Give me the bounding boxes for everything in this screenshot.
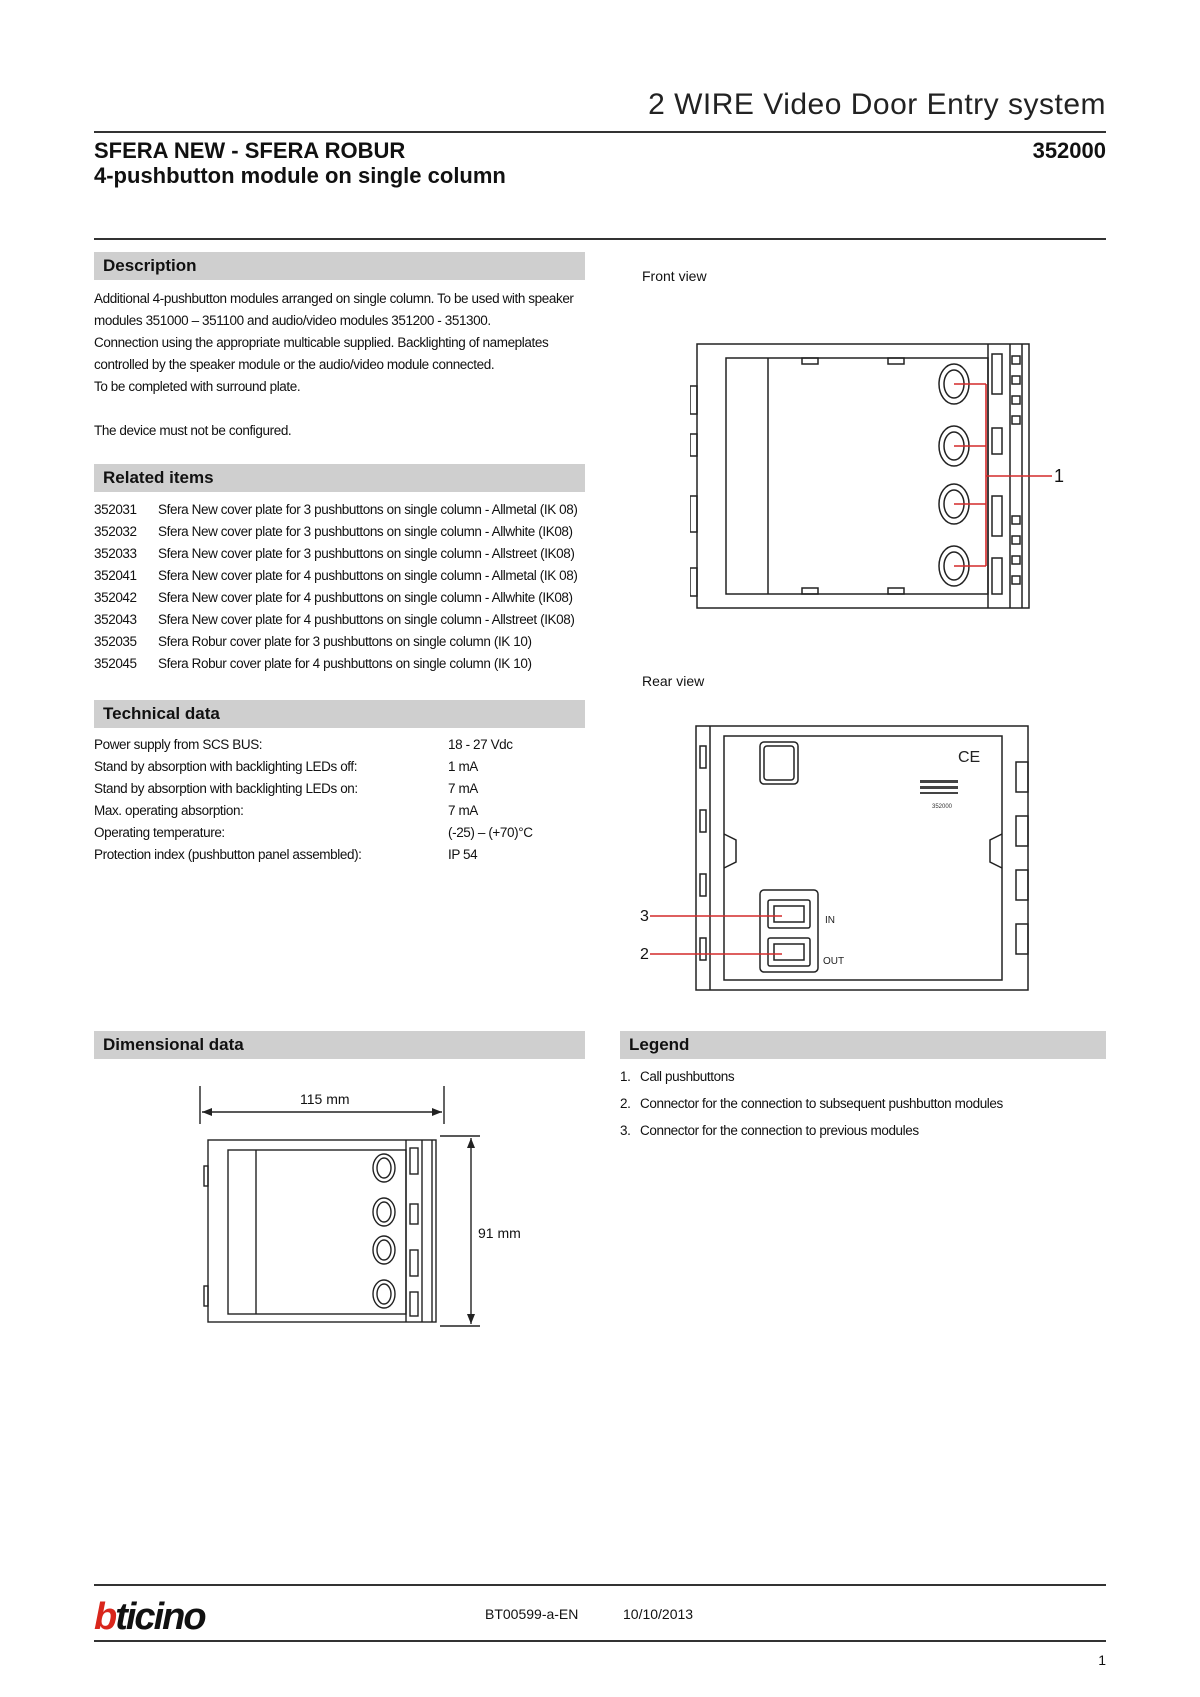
legend-heading: Legend <box>620 1031 1106 1059</box>
related-item-code: 352042 <box>94 590 137 605</box>
legend-item-text: Call pushbuttons <box>640 1069 735 1084</box>
product-code: 352000 <box>1032 138 1106 163</box>
related-item-text: Sfera New cover plate for 4 pushbuttons on single column - Allmetal (IK 08) <box>158 568 578 583</box>
description-heading: Description <box>94 252 585 280</box>
document-date: 10/10/2013 <box>623 1606 694 1622</box>
tech-row <box>94 800 478 822</box>
dimensional-data-heading: Dimensional data <box>94 1031 585 1059</box>
tech-row <box>94 822 533 844</box>
legend-item-text: Connector for the connection to previous modules <box>640 1123 919 1138</box>
related-item-text: Sfera Robur cover plate for 4 pushbuttons on single column (IK 10) <box>158 656 532 671</box>
callout-3: 3 <box>640 908 649 925</box>
related-item <box>94 499 577 521</box>
front-view-label: Front view <box>642 268 707 284</box>
related-item-text: Sfera New cover plate for 3 pushbuttons on single column - Allstreet (IK08) <box>158 546 575 561</box>
tech-row <box>94 734 513 756</box>
logo-rest: ticino <box>115 1596 205 1638</box>
tech-row <box>94 844 477 866</box>
related-item-text: Sfera New cover plate for 4 pushbuttons on single column - Allstreet (IK08) <box>158 612 575 627</box>
legend-item <box>620 1117 919 1144</box>
in-label: IN <box>825 915 835 926</box>
related-item-code: 352043 <box>94 612 137 627</box>
tech-value: (-25) – (+70)°C <box>448 825 533 840</box>
tech-label: Stand by absorption with backlighting LEDs on: <box>94 781 358 796</box>
out-label: OUT <box>823 956 845 967</box>
section-rule <box>94 238 1106 240</box>
related-item <box>94 631 532 653</box>
callout-1: 1 <box>1054 466 1065 486</box>
related-item-code: 352035 <box>94 634 137 649</box>
related-item-text: Sfera Robur cover plate for 3 pushbuttons on single column (IK 10) <box>158 634 532 649</box>
related-item <box>94 609 574 631</box>
height-dimension: 91 mm <box>478 1225 521 1241</box>
tech-label: Protection index (pushbutton panel assembled): <box>94 847 362 862</box>
footer-rule-bottom <box>94 1640 1106 1642</box>
legend-item <box>620 1063 734 1090</box>
rear-view-drawing <box>640 722 1040 996</box>
tech-label: Operating temperature: <box>94 825 225 840</box>
tech-label: Max. operating absorption: <box>94 803 244 818</box>
document-code: BT00599-a-EN <box>485 1606 579 1622</box>
related-item <box>94 565 577 587</box>
tech-value: 7 mA <box>448 781 478 796</box>
tech-label: Stand by absorption with backlighting LEDs off: <box>94 759 358 774</box>
footer-rule-top <box>94 1584 1106 1586</box>
document-title: 2 WIRE Video Door Entry system <box>648 88 1106 121</box>
related-item-text: Sfera New cover plate for 4 pushbuttons on single column - Allwhite (IK08) <box>158 590 573 605</box>
dimensional-drawing <box>196 1086 536 1336</box>
tech-value: IP 54 <box>448 847 478 862</box>
tech-value: 7 mA <box>448 803 478 818</box>
related-item-code: 352032 <box>94 524 137 539</box>
bticino-logo <box>94 1596 205 1639</box>
description-paragraph: Additional 4-pushbutton modules arranged on single column. To be used with speaker modules 351000 – 351100 and audio/video modules 351200 - 351300. <box>94 291 574 328</box>
related-item-code: 352045 <box>94 656 137 671</box>
width-dimension: 115 mm <box>300 1091 350 1107</box>
rear-product-code: 352000 <box>932 804 953 810</box>
callout-2: 2 <box>640 946 649 963</box>
related-item-text: Sfera New cover plate for 3 pushbuttons on single column - Allwhite (IK08) <box>158 524 573 539</box>
related-item-text: Sfera New cover plate for 3 pushbuttons on single column - Allmetal (IK 08) <box>158 502 578 517</box>
page-number: 1 <box>1098 1652 1106 1668</box>
tech-value: 18 - 27 Vdc <box>448 737 513 752</box>
product-line-2: 4-pushbutton module on single column <box>94 163 506 188</box>
description-paragraph: Connection using the appropriate multicable supplied. Backlighting of nameplates controlled by the speaker module or the audio/video module connected. <box>94 335 549 372</box>
legend-item-text: Connector for the connection to subsequent pushbutton modules <box>640 1096 1003 1111</box>
related-item-code: 352031 <box>94 502 137 517</box>
related-items-heading: Related items <box>94 464 585 492</box>
product-title <box>94 138 506 188</box>
related-item <box>94 587 573 609</box>
legend-item-number: 1. <box>620 1069 631 1084</box>
related-item-code: 352033 <box>94 546 137 561</box>
tech-row <box>94 778 478 800</box>
logo-b: b <box>94 1596 116 1638</box>
tech-label: Power supply from SCS BUS: <box>94 737 263 752</box>
legend-item-number: 3. <box>620 1123 631 1138</box>
technical-data-heading: Technical data <box>94 700 585 728</box>
related-item-code: 352041 <box>94 568 137 583</box>
rear-view-label: Rear view <box>642 673 705 689</box>
tech-row <box>94 756 478 778</box>
related-item <box>94 543 574 565</box>
legend-item <box>620 1090 1003 1117</box>
header-rule <box>94 131 1106 133</box>
ce-mark: CE <box>958 749 981 766</box>
legend-item-number: 2. <box>620 1096 631 1111</box>
related-item <box>94 521 573 543</box>
product-line-1: SFERA NEW - SFERA ROBUR <box>94 138 406 163</box>
related-item <box>94 653 532 675</box>
front-view-drawing <box>690 336 1070 616</box>
description-paragraph: The device must not be configured. <box>94 423 292 438</box>
tech-value: 1 mA <box>448 759 478 774</box>
description-paragraph: To be completed with surround plate. <box>94 379 301 394</box>
description-body <box>94 288 584 442</box>
